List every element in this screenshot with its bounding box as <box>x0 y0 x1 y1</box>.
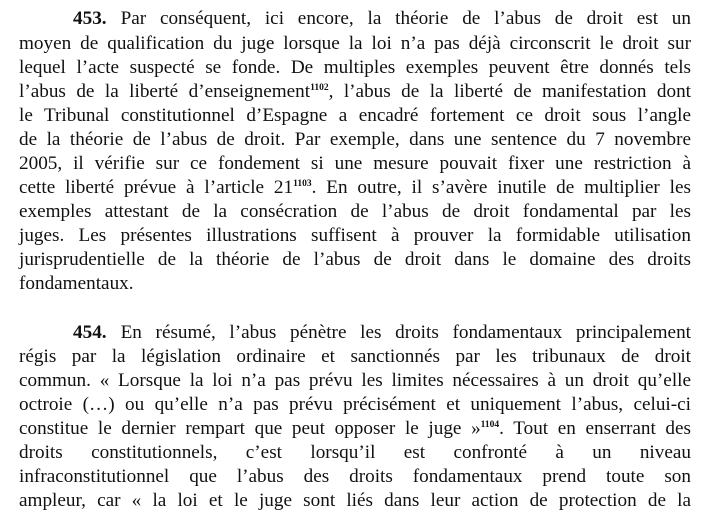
footnote-ref: 1103 <box>293 179 312 189</box>
text-line: commun. « Lorsque la loi n’a pas prévu les limites nécessaires à un droit qu’elle <box>19 370 691 391</box>
footnote-ref: 1102 <box>310 83 329 93</box>
text-line: de la théorie de l’abus de droit. Par exemple, dans une sentence du 7 novembre <box>19 129 691 150</box>
paragraph-453-line-2 <box>19 32 691 56</box>
paragraph-453-line-10 <box>19 224 691 248</box>
paragraph-453-line-5 <box>19 104 691 128</box>
text-line: moyen de qualification du juge lorsque la loi n’a pas déjà circonscrit le droit sur <box>19 33 691 54</box>
text-line: jurisprudentielle de la théorie de l’abus de droit dans le domaine des droits <box>19 249 691 270</box>
paragraph-454-line-4 <box>19 393 691 417</box>
text-line: infraconstitutionnel que l’abus des droits fondamentaux prend toute son <box>19 466 691 487</box>
text-line: exemples attestant de la consécration de l’abus de droit fondamental par les <box>19 201 691 222</box>
paragraph-number: 453. <box>73 8 107 29</box>
paragraph-453-line-8 <box>19 176 691 200</box>
paragraph-453-line-6 <box>19 128 691 152</box>
text-line: . En outre, il s’avère inutile de multiplier les <box>311 177 691 198</box>
text-line: , l’abus de la liberté de manifestation dont <box>328 81 691 102</box>
text-line: cette liberté prévue à l’article 21 <box>19 177 294 198</box>
paragraph-453-line-9 <box>19 200 691 224</box>
text-line: lequel l’acte suspecté se fonde. De multiples exemples peuvent être donnés tels <box>19 57 691 78</box>
text-line: constitue le dernier rempart que peut opposer le juge » <box>19 418 481 439</box>
paragraph-454-line-5 <box>19 417 691 441</box>
text-line: fondamentaux. <box>19 273 134 294</box>
paragraph-number: 454. <box>73 322 107 343</box>
text-line: En résumé, l’abus pénètre les droits fondamentaux principalement <box>120 322 691 343</box>
text-line: régis par la législation ordinaire et sanctionnés par les tribunaux de droit <box>19 346 691 367</box>
paragraph-454-line-7 <box>19 465 691 489</box>
paragraph-454-line-8 <box>19 489 691 513</box>
paragraph-454-line-1 <box>73 321 691 345</box>
text-line: . Tout en enserrant des <box>499 418 691 439</box>
paragraph-453-line-4 <box>19 80 691 104</box>
paragraph-454-line-3 <box>19 369 691 393</box>
paragraph-454-line-2 <box>19 345 691 369</box>
text-line: 2005, il vérifie sur ce fondement si une mesure pouvait fixer une restriction à <box>19 153 691 174</box>
paragraph-453-line-1 <box>73 7 691 31</box>
paragraph-453-line-12 <box>19 272 691 296</box>
text-line: le Tribunal constitutionnel d’Espagne a encadré fortement ce droit sous l’angle <box>19 105 691 126</box>
text-line: droits constitutionnels, c’est lorsqu’il est confronté à un niveau <box>19 442 691 463</box>
text-line: l’abus de la liberté d’enseignement <box>19 81 311 102</box>
paragraph-453-line-3 <box>19 56 691 80</box>
text-line: juges. Les présentes illustrations suffisent à prouver la formidable utilisation <box>19 225 691 246</box>
paragraph-453-line-11 <box>19 248 691 272</box>
paragraph-453-line-7 <box>19 152 691 176</box>
text-line: octroie (…) ou qu’elle n’a pas prévu précisément et uniquement l’abus, celui-ci <box>19 394 691 415</box>
footnote-ref: 1104 <box>480 420 500 430</box>
paragraph-454-line-6 <box>19 441 691 465</box>
text-line: ampleur, car « la loi et le juge sont liés dans leur action de protection de la <box>19 490 691 511</box>
text-line: Par conséquent, ici encore, la théorie de l’abus de droit est un <box>120 8 691 29</box>
